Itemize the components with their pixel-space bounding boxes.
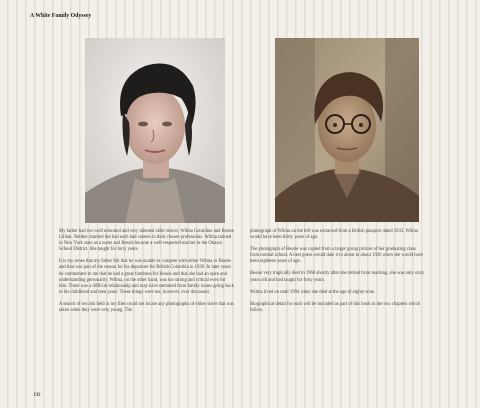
paragraph: It is my sense that my father felt that he was unable to compete with either Wilma or Bessie and that was part of the reason for his departure for British Columbia in 1939. In later years he commented to me that he had a great fondness for Bessie and that she had an open and understanding personality. Wilma, on the other hand, was too strong and critical even for him. There was a difficult relationship and may have stemmed from family issues going back to his childhood and teen years. These things were not, however, ever discussed. bbox=[59, 259, 234, 295]
paragraph: A search of records held in my files could not locate any photographs of either sister that was taken when they were very young. The bbox=[59, 301, 234, 314]
left-text-column bbox=[59, 229, 235, 320]
paragraph: Wilma lived on until 1994 when she died at the age of eighty-nine. bbox=[250, 289, 376, 295]
paragraph: My father had two well educated and very talented older sisters, Wilma Geraldine and Bessie Lillian. Neither married but had each had careers in their chosen professions. Wilma trained in New York state as a nurse and Bessie became a well-respected teacher in the Ottawa School District. She taught for forty years. bbox=[59, 229, 234, 253]
photo-wilma bbox=[85, 38, 225, 223]
paragraph: Biographical detail for each will be included as part of this book in the two chapters which follow. bbox=[250, 301, 421, 313]
right-text-column bbox=[250, 229, 426, 320]
portrait-wilma-image bbox=[85, 38, 225, 223]
portrait-bessie-image bbox=[275, 38, 419, 222]
book-title-header: A White Family Odyssey bbox=[30, 13, 92, 19]
paragraph: Bessie very tragically died in 1968 shortly after she retired from teaching, she was only sixty years old and had taught for forty years. bbox=[250, 271, 425, 283]
paragraph: photograph of Wilma on the left was extracted from a British passport dated 1933. Wilma would have been thirty years of age. bbox=[250, 229, 419, 241]
paragraph: The photograph of Bessie was copied from a larger group picture of her graduating class from normal school. A best guess would date it to about to about 1926 when she would have been eighteen years of age. bbox=[250, 247, 424, 265]
photo-bessie bbox=[275, 38, 419, 222]
page-number: 192 bbox=[33, 393, 41, 398]
